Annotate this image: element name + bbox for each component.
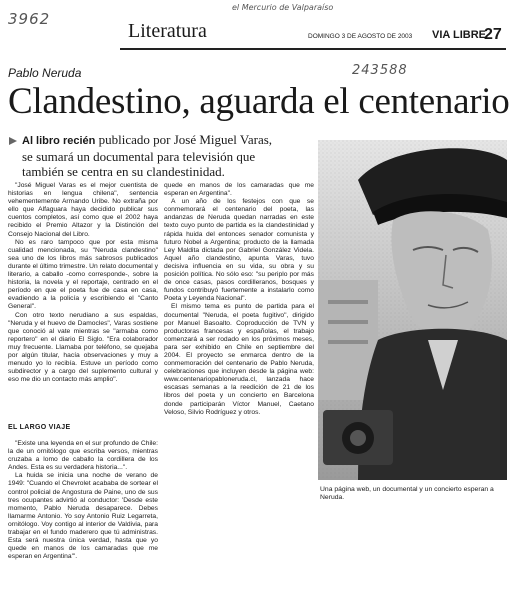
paragraph: "José Miguel Varas es el mejor cuentista de historias en lengua chilena", sentencia vehementemente Armando Uribe. No extraña por ello que Alfaguara haya decidido publicar sus cuentos completos, así como que el 2002 haya recibido el Premio Altazor y la Distinción del Consejo Nacional del Libro. bbox=[8, 182, 158, 238]
paragraph: No es raro tampoco que por esta misma cualidad mencionada, su "Neruda clandestino" sea uno de los libros más sabrosos publicados durante el último trimestre. Un relato documental y literario, a caballo -como corresponde-, sobre la historia, la novela y el reportaje, centrado en el período en que el poeta fue de casa en casa, evadiendo a la policía y escribiendo el "Canto General". bbox=[8, 238, 158, 311]
newspaper-name: VIA LIBRE bbox=[432, 29, 486, 41]
column-2 bbox=[164, 182, 314, 598]
subheading: EL LARGO VIAJE bbox=[8, 424, 71, 431]
lead-text: publicado por José Miguel Varas, se sumará un documental para televisión que también se centra en su clandestinidad. bbox=[22, 132, 273, 179]
neruda-photo bbox=[318, 140, 507, 480]
paragraph: El mismo tema es punto de partida para el documental "Neruda, el poeta fugitivo", dirigido por Manuel Basoalto. Coproducción de TVN y productoras francesas y españolas, el trabajo comenzará a ser rodado en los próximos meses, para ser exhibido en Chile en septiembre del 2004. El proyecto se enmarca dentro de la conmemoración del centenario de Pablo Neruda, celebraciones que incluyen desde la página web: www.centenariopabloneruda.cl, lanzada hace escasas semanas a la reedición de 21 de los libros del poeta y un concierto en Barcelona donde participarán Víctor Manuel, Caetano Veloso, Silvio Rodríguez y otros. bbox=[164, 303, 314, 416]
masthead-rule bbox=[120, 48, 506, 50]
lead-paragraph bbox=[22, 132, 277, 179]
handwritten-archive-code: 243588 bbox=[352, 63, 408, 78]
topic-label: Pablo Neruda bbox=[8, 66, 82, 80]
paragraph: La huida se inicia una noche de verano de 1949: "Cuando el Chevrolet acababa de sortear el control policial de Angostura de Paine, uno de sus tres ocupantes advirtió al conductor: 'Desde este momento, Pablo Neruda desaparece. Debes llamarme Antonio. Yo soy Antonio Ruiz Legarreta, ornitólogo. Voy contigo al interior de Valdivia, para trabajar en el fundo maderero que tú administras. Esta será nuestra única verdad, hasta que yo quede en manos de los camaradas que me esperan en Argentina'". bbox=[8, 472, 158, 561]
paragraph: "Existe una leyenda en el sur profundo de Chile: la de un ornitólogo que escriba versos, mientras cruzaba a lomo de caballo la cordillera de los Andes. Esta es su verdadera historia...". bbox=[8, 440, 158, 472]
paragraph: quede en manos de los camaradas que me esperan en Argentina". bbox=[164, 182, 314, 198]
paragraph: A un año de los festejos con que se conmemorará el centenario del poeta, las andanzas de Neruda quedan narradas en este texto cuyo punto de partida es la clandestinidad y rápida huida del entonces senador comunista y futuro Nobel a Argentina; producto de la llamada Ley Maldita dictada por Gabriel González Videla. Aquel año clandestino, apunta Varas, tuvo decisiva influencia en su vida, su obra y su posición política. No sólo eso: "su periplo por más de once casas, pasos cordilleranos, bosques y fundos contribuyó fuertemente a instalarlo como Poeta y Leyenda Nacional". bbox=[164, 198, 314, 303]
column-1-bottom bbox=[8, 440, 158, 598]
column-1-top bbox=[8, 182, 158, 418]
lead-bold: Al libro recién bbox=[22, 135, 96, 147]
paragraph: Con otro texto nerudiano a sus espaldas, "Neruda y el huevo de Damocles", Varas sostiene que conoció al vate mientras se "armaba como reportero" en el diario El Siglo. "Era colaborador muy frecuente. Llamaba por teléfono, se quejaba por algún titular, hacía observaciones y muy a menudo yo lo recibía. Estuve un período como subdirector y a cargo del suplemento cultural y eso me dio un contacto más amplio". bbox=[8, 311, 158, 384]
bullet-arrow-icon bbox=[8, 136, 18, 146]
issue-date: DOMINGO 3 DE AGOSTO DE 2003 bbox=[308, 33, 413, 40]
handwritten-page-number: 3962 bbox=[8, 10, 51, 28]
handwritten-source-note: el Mercurio de Valparaíso bbox=[232, 3, 334, 12]
section-title: Literatura bbox=[128, 20, 207, 42]
headline: Clandestino, aguarda el centenario bbox=[8, 81, 510, 122]
photo-caption: Una página web, un documental y un concierto esperan a Neruda. bbox=[320, 486, 494, 501]
page-number: 27 bbox=[484, 26, 502, 43]
